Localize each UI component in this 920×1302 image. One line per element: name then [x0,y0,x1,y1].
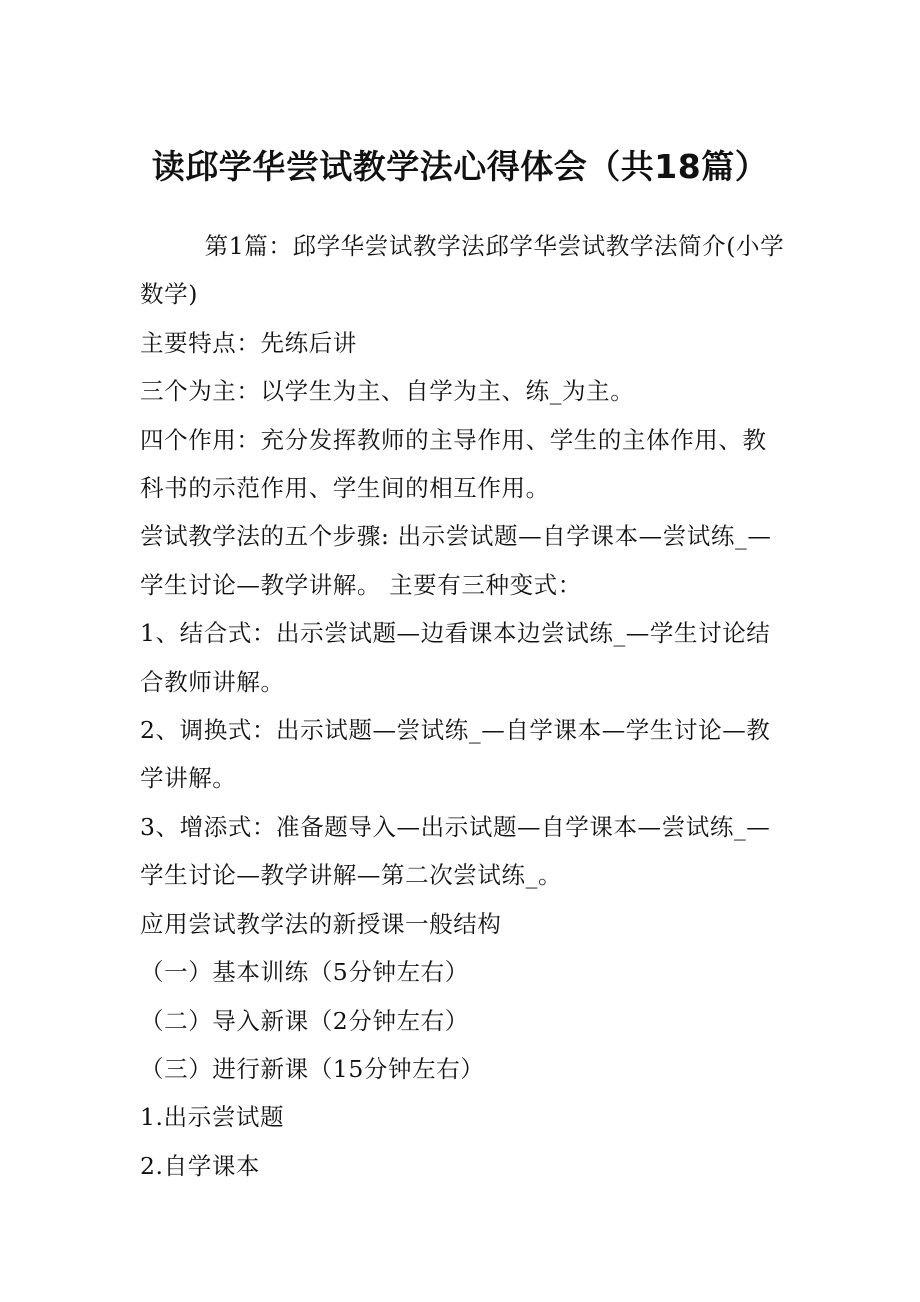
paragraph-main-feature: 主要特点：先练后讲 [140,328,357,357]
paragraph-intro: 第1篇：邱学华尝试教学法邱学华尝试教学法简介(小学数学) [140,232,785,309]
list-item-show-trial-question: 1.出示尝试题 [140,1103,285,1132]
document-body [140,222,785,1190]
paragraph-variant-combined: 1、结合式：出示尝试题—边看课本边尝试练_—学生讨论结合教师讲解。 [140,619,771,696]
list-item-introduce-lesson: （二）导入新课（2分钟左右） [140,1006,469,1035]
paragraph-variant-added: 3、增添式：准备题导入—出示试题—自学课本—尝试练_—学生讨论—教学讲解—第二次尝试练_。 [140,812,771,890]
paragraph-variant-swapped: 2、调换式：出示试题—尝试练_—自学课本—学生讨论—教学讲解。 [140,716,771,793]
list-item-self-study: 2.自学课本 [140,1151,261,1180]
paragraph-five-steps: 尝试教学法的五个步骤: 出示尝试题—自学课本—尝试练_—学生讨论—教学讲解。 主要有三种变式： [140,522,772,599]
paragraph-three-principles: 三个为主：以学生为主、自学为主、练_为主。 [140,377,635,406]
paragraph-four-roles: 四个作用：充分发挥教师的主导作用、学生的主体作用、教科书的示范作用、学生间的相互作用。 [140,425,767,503]
list-item-new-lesson: （三）进行新课（15分钟左右） [140,1054,485,1083]
paragraph-lesson-structure: 应用尝试教学法的新授课一般结构 [140,909,502,938]
list-item-basic-training: （一）基本训练（5分钟左右） [140,958,469,987]
document-title: 读邱学华尝试教学法心得体会（共18篇） [151,147,769,186]
